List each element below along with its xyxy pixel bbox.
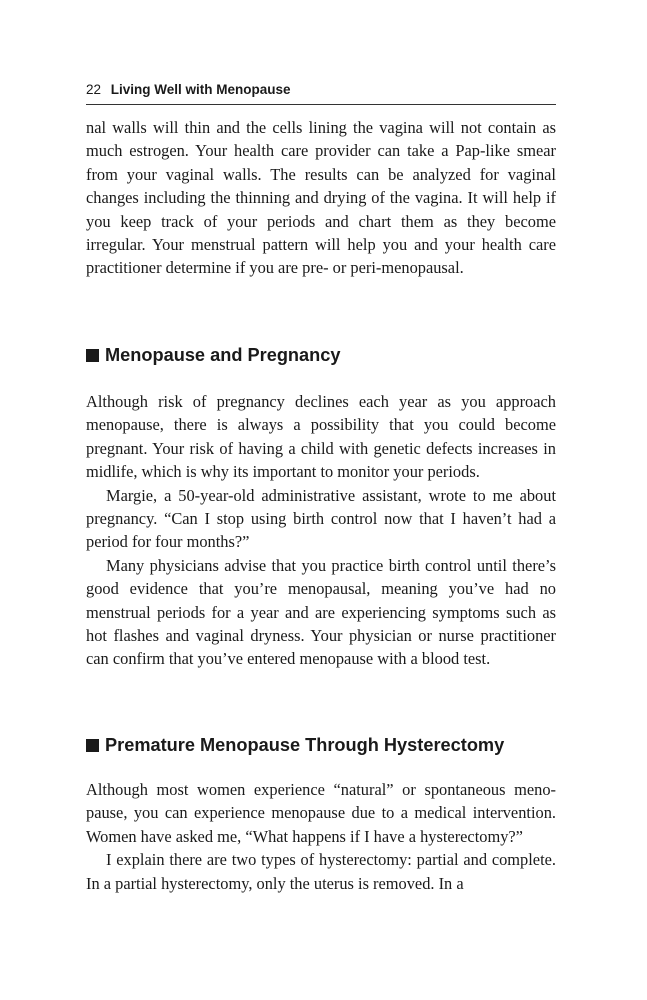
hysterectomy-paragraph-2: I explain there are two types of hysterectomy: partial and complete. In a partial hysterectomy, only the uterus is removed. In a [86,850,556,893]
pregnancy-paragraph-1: Although risk of pregnancy declines each year as you approach menopause, there is always a possibility that you could become pregnant. Your risk of having a child with genetic defects increases in midlife, which is why its important to monitor your periods. [86,392,556,482]
section-heading-hysterectomy [86,733,556,757]
pregnancy-paragraph-2: Margie, a 50-year-old administrative assistant, wrote to me about pregnancy. “Can I stop using birth control now that I haven’t had a period for four months?” [86,485,556,552]
running-head [86,81,556,101]
section-heading-pregnancy [86,343,556,367]
pregnancy-paragraph-3: Many physicians advise that you practice birth control until there’s good evidence that you’re menopausal, meaning you’ve had no menstrual periods for a year and are experiencing symptoms such as hot flashes and vaginal dryness. Your physician or nurse practitioner can confirm that you’ve entered menopause with a blood test. [86,555,556,669]
header-rule [86,104,556,105]
pregnancy-block [86,390,556,671]
hysterectomy-block [86,778,556,895]
intro-paragraph: nal walls will thin and the cells lining the vagina will not contain as much estrogen. Your health care provider can take a Pap-like smear from your vaginal walls. The results can be analyzed for vaginal changes including the thinning and drying of the vagina. It will help if you keep track of your periods and chart them as they become irregular. Your menstrual pattern will help you and your health care practitioner determine if you are pre- or peri-menopausal. [86,118,556,278]
section-heading-hysterectomy-text: Premature Menopause Through Hysterectomy [105,735,505,755]
page-number: 22 [86,82,102,97]
heading-bullet-icon [86,739,99,752]
book-title: Living Well with Menopause [110,82,291,97]
intro-block [86,116,556,280]
heading-bullet-icon [86,349,99,362]
hysterectomy-paragraph-1: Although most women experience “natural” or spontaneous menopause, you can experience menopause due to a medical intervention. Women have asked me, “What happens if I have a hysterectomy?” [86,780,556,846]
section-heading-pregnancy-text: Menopause and Pregnancy [105,345,341,365]
